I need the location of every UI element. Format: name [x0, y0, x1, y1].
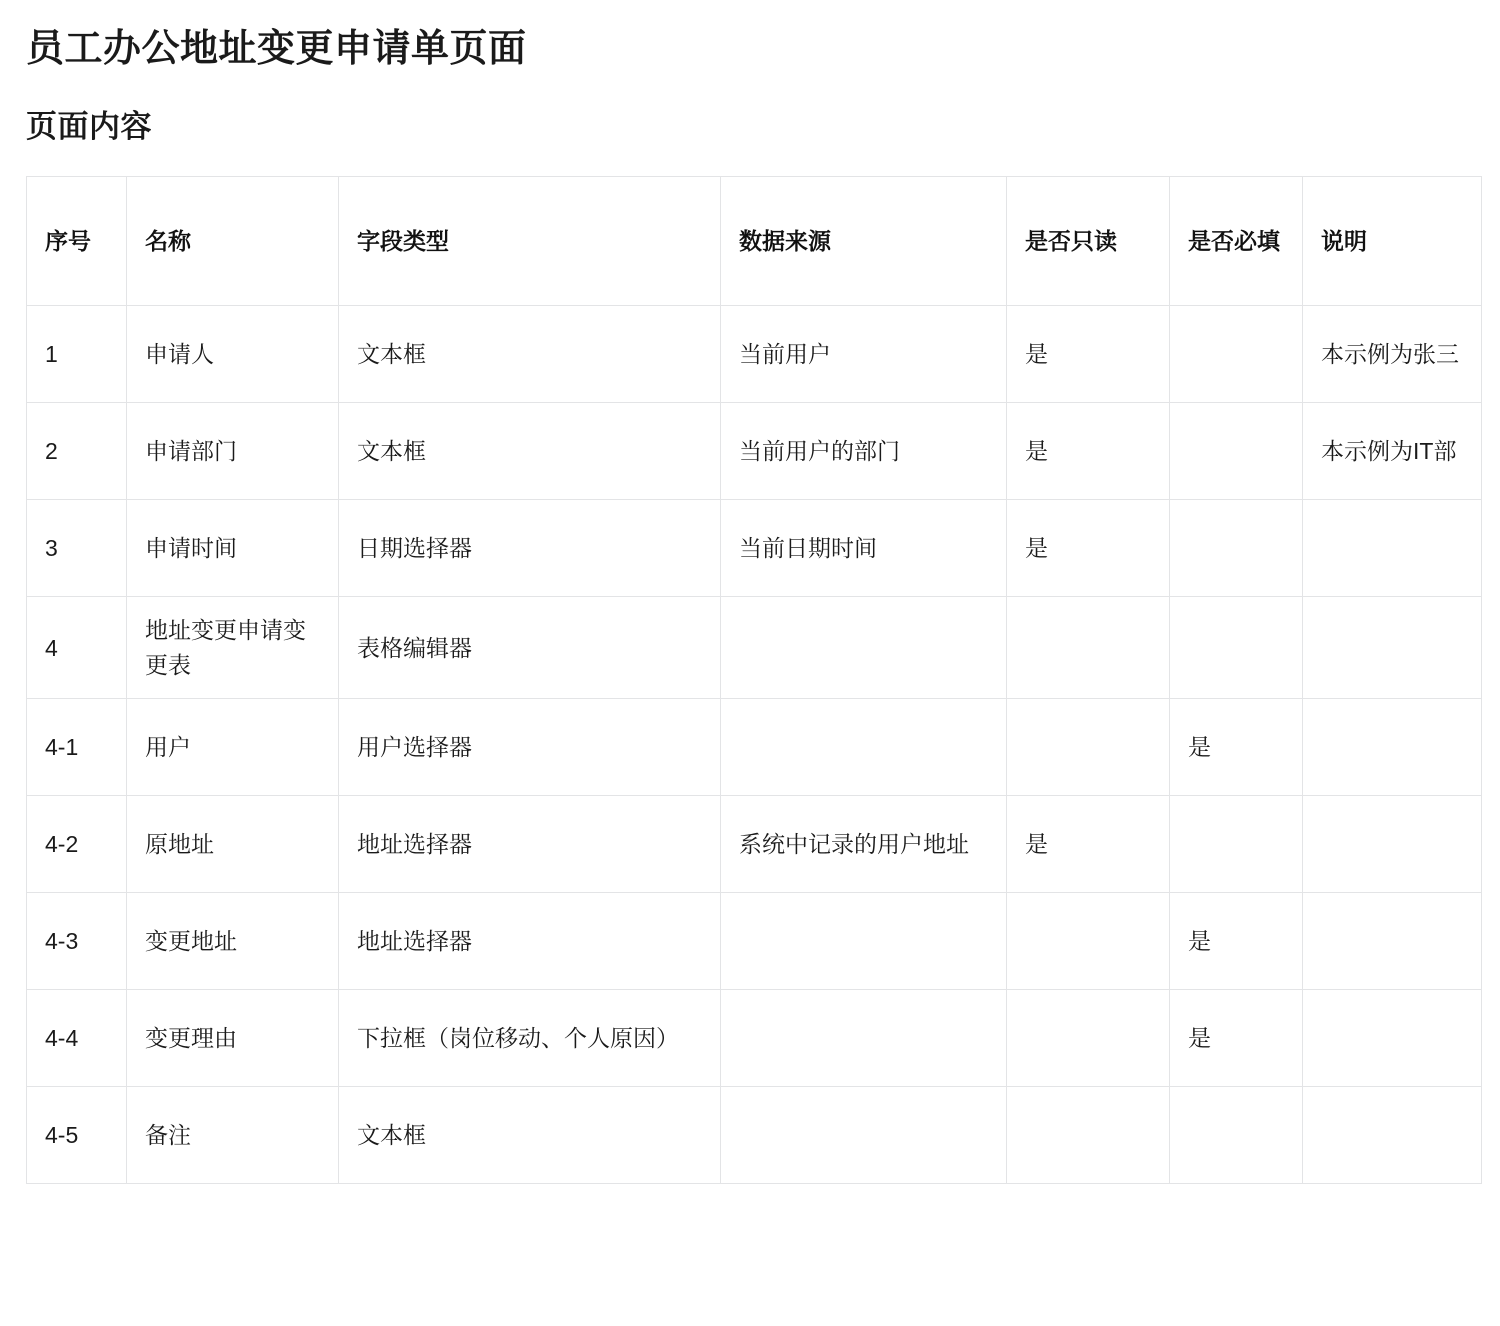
- cell-data-source: [721, 1087, 1007, 1184]
- cell-field-type: 用户选择器: [339, 699, 721, 796]
- cell-note: [1303, 990, 1482, 1087]
- cell-note: [1303, 500, 1482, 597]
- cell-required: 是: [1170, 893, 1303, 990]
- cell-field-type: 文本框: [339, 1087, 721, 1184]
- cell-required: [1170, 1087, 1303, 1184]
- cell-required: [1170, 403, 1303, 500]
- cell-name: 地址变更申请变更表: [127, 597, 339, 699]
- column-header-name: 名称: [127, 177, 339, 306]
- table-header: [27, 177, 1482, 306]
- cell-readonly: 是: [1007, 306, 1170, 403]
- cell-no: 1: [27, 306, 127, 403]
- cell-readonly: [1007, 990, 1170, 1087]
- cell-no: 4-5: [27, 1087, 127, 1184]
- cell-name: 用户: [127, 699, 339, 796]
- column-header-readonly: 是否只读: [1007, 177, 1170, 306]
- cell-data-source: 系统中记录的用户地址: [721, 796, 1007, 893]
- cell-field-type: 地址选择器: [339, 893, 721, 990]
- cell-readonly: 是: [1007, 500, 1170, 597]
- cell-name: 备注: [127, 1087, 339, 1184]
- page-content-table: [26, 176, 1482, 1184]
- table-row: [27, 403, 1482, 500]
- cell-no: 4: [27, 597, 127, 699]
- cell-readonly: [1007, 1087, 1170, 1184]
- cell-required: [1170, 597, 1303, 699]
- table-body: [27, 306, 1482, 1184]
- table-row: [27, 990, 1482, 1087]
- cell-note: 本示例为张三: [1303, 306, 1482, 403]
- cell-field-type: 日期选择器: [339, 500, 721, 597]
- column-header-no: 序号: [27, 177, 127, 306]
- cell-note: 本示例为IT部: [1303, 403, 1482, 500]
- table-row: [27, 699, 1482, 796]
- cell-field-type: 表格编辑器: [339, 597, 721, 699]
- cell-field-type: 地址选择器: [339, 796, 721, 893]
- cell-note: [1303, 597, 1482, 699]
- table-row: [27, 306, 1482, 403]
- cell-no: 2: [27, 403, 127, 500]
- cell-required: [1170, 796, 1303, 893]
- cell-field-type: 文本框: [339, 306, 721, 403]
- cell-data-source: [721, 597, 1007, 699]
- table-row: [27, 597, 1482, 699]
- cell-no: 4-4: [27, 990, 127, 1087]
- cell-note: [1303, 893, 1482, 990]
- cell-name: 原地址: [127, 796, 339, 893]
- table-row: [27, 796, 1482, 893]
- column-header-required: 是否必填: [1170, 177, 1303, 306]
- cell-readonly: 是: [1007, 403, 1170, 500]
- cell-no: 4-3: [27, 893, 127, 990]
- column-header-data-source: 数据来源: [721, 177, 1007, 306]
- cell-readonly: [1007, 893, 1170, 990]
- cell-data-source: [721, 990, 1007, 1087]
- table-header-row: [27, 177, 1482, 306]
- column-header-note: 说明: [1303, 177, 1482, 306]
- cell-required: [1170, 500, 1303, 597]
- section-title: 页面内容: [26, 108, 152, 144]
- cell-name: 变更地址: [127, 893, 339, 990]
- cell-required: 是: [1170, 699, 1303, 796]
- cell-field-type: 下拉框（岗位移动、个人原因）: [339, 990, 721, 1087]
- cell-readonly: [1007, 597, 1170, 699]
- cell-name: 变更理由: [127, 990, 339, 1087]
- cell-name: 申请部门: [127, 403, 339, 500]
- cell-readonly: [1007, 699, 1170, 796]
- cell-required: 是: [1170, 990, 1303, 1087]
- cell-data-source: 当前用户: [721, 306, 1007, 403]
- cell-note: [1303, 699, 1482, 796]
- cell-data-source: 当前用户的部门: [721, 403, 1007, 500]
- page-title: 员工办公地址变更申请单页面: [26, 28, 527, 70]
- cell-data-source: [721, 893, 1007, 990]
- table-row: [27, 1087, 1482, 1184]
- cell-data-source: 当前日期时间: [721, 500, 1007, 597]
- cell-readonly: 是: [1007, 796, 1170, 893]
- cell-no: 4-2: [27, 796, 127, 893]
- cell-data-source: [721, 699, 1007, 796]
- cell-name: 申请人: [127, 306, 339, 403]
- cell-field-type: 文本框: [339, 403, 721, 500]
- cell-note: [1303, 1087, 1482, 1184]
- column-header-field-type: 字段类型: [339, 177, 721, 306]
- cell-no: 4-1: [27, 699, 127, 796]
- cell-no: 3: [27, 500, 127, 597]
- cell-required: [1170, 306, 1303, 403]
- cell-note: [1303, 796, 1482, 893]
- table-row: [27, 893, 1482, 990]
- cell-name: 申请时间: [127, 500, 339, 597]
- table-row: [27, 500, 1482, 597]
